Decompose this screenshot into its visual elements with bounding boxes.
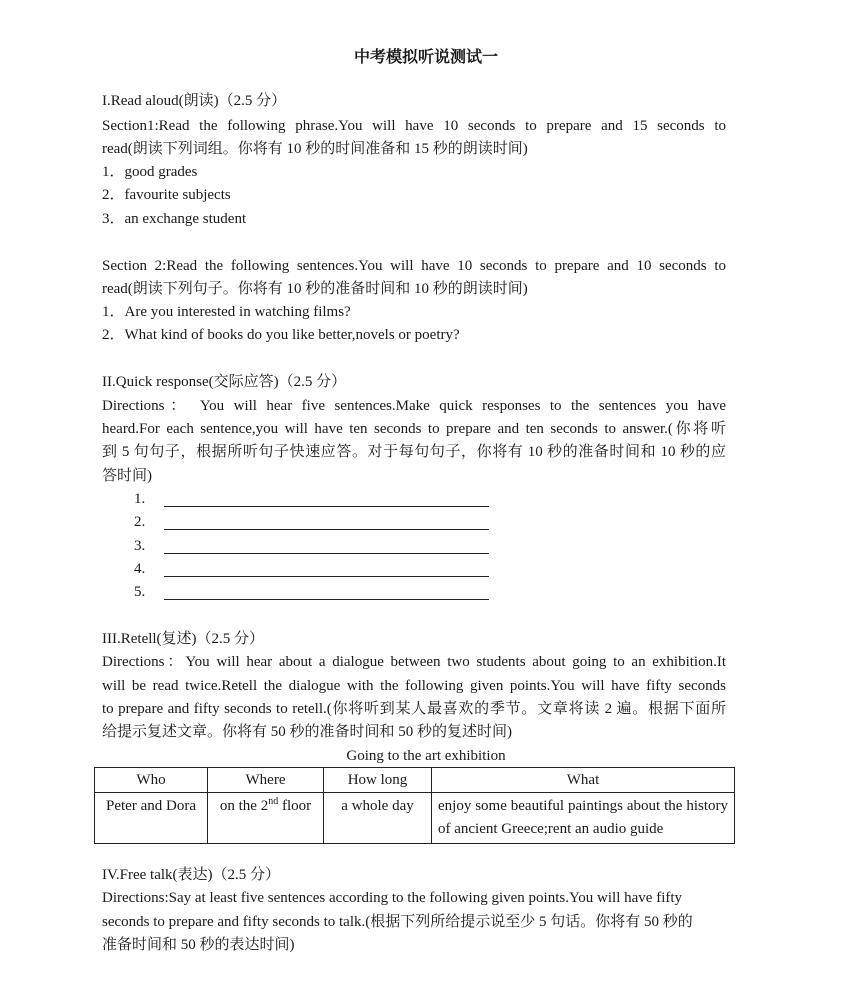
- part3-heading: III.Retell(复述)（2.5 分）: [102, 631, 265, 647]
- response-blank-line[interactable]: [164, 576, 489, 577]
- cell-where-suffix: floor: [278, 798, 312, 814]
- column-header: How long: [324, 768, 432, 793]
- response-number: 3.: [134, 538, 146, 554]
- response-blank-line[interactable]: [164, 506, 489, 507]
- cell-who: Peter and Dora: [95, 793, 208, 844]
- section1-instruction-line1: Section1:Read the following phrase.You will have 10 seconds to prepare and 15 seconds to: [102, 118, 726, 134]
- table-row: [95, 793, 735, 844]
- response-number: 5.: [134, 584, 146, 600]
- part2-directions-line: Directions： You will hear five sentences.Make quick responses to the sentences you have: [102, 398, 726, 414]
- section1-instruction-line2: read(朗读下列词组。你将有 10 秒的时间准备和 15 秒的朗读时间): [102, 141, 528, 157]
- column-header: Where: [208, 768, 324, 793]
- table-caption: Going to the art exhibition: [346, 748, 506, 764]
- phrase-item: 2．favourite subjects: [102, 187, 231, 203]
- response-blank-line[interactable]: [164, 529, 489, 530]
- column-header: What: [432, 768, 735, 793]
- response-number: 1.: [134, 491, 146, 507]
- column-header: Who: [95, 768, 208, 793]
- response-blank-line[interactable]: [164, 553, 489, 554]
- response-number: 2.: [134, 514, 146, 530]
- cell-where: [208, 793, 324, 844]
- response-blank-line[interactable]: [164, 599, 489, 600]
- ordinal-suffix: nd: [268, 796, 279, 807]
- part3-directions-line: 给提示复述文章。你将有 50 秒的准备时间和 50 秒的复述时间): [102, 724, 512, 740]
- section2-instruction-line1: Section 2:Read the following sentences.You will have 10 seconds to prepare and 10 seconds to: [102, 258, 726, 274]
- part3-directions-line: Directions：You will hear about a dialogue between two students about going to an exhibition.It: [102, 654, 726, 670]
- part4-heading: IV.Free talk(表达)（2.5 分）: [102, 867, 281, 883]
- part2-heading: II.Quick response(交际应答)（2.5 分）: [102, 374, 347, 390]
- page-title: 中考模拟听说测试一: [353, 49, 498, 66]
- part3-directions-line: to prepare and fifty seconds to retell.(你将听到某人最喜欢的季节。文章将读 2 遍。根据下面所: [102, 701, 726, 717]
- sentence-item: 1．Are you interested in watching films?: [102, 304, 351, 320]
- part4-directions-line: 准备时间和 50 秒的表达时间): [102, 937, 295, 953]
- part4-directions-line: seconds to prepare and fifty seconds to talk.(根据下列所给提示说至少 5 句话。你将有 50 秒的: [102, 914, 693, 930]
- table-header-row: [95, 768, 735, 793]
- part3-directions-line: will be read twice.Retell the dialogue with the following given points.You will have fifty seconds: [102, 678, 726, 694]
- cell-where-text: on the 2: [219, 798, 269, 814]
- response-number: 4.: [134, 561, 146, 577]
- part4-directions-line: Directions:Say at least five sentences according to the following given points.You will have fifty: [102, 890, 683, 906]
- sentence-item: 2．What kind of books do you like better,novels or poetry?: [102, 327, 460, 343]
- phrase-item: 3．an exchange student: [102, 211, 247, 227]
- part2-directions-line: heard.For each sentence,you will have ten seconds to prepare and ten seconds to answer.(你将听: [102, 421, 726, 437]
- part1-heading: I.Read aloud(朗读)（2.5 分）: [102, 93, 287, 109]
- section2-instruction-line2: read(朗读下列句子。你将有 10 秒的准备时间和 10 秒的朗读时间): [102, 281, 528, 297]
- phrase-item: 1．good grades: [102, 164, 198, 180]
- part2-directions-line: 到 5 句句子，根据所听句子快速应答。对于每句句子，你将有 10 秒的准备时间和 10 秒的应: [102, 444, 726, 460]
- cell-what: enjoy some beautiful paintings about the history of ancient Greece;rent an audio guide: [432, 793, 735, 844]
- exhibition-table: [94, 767, 735, 844]
- part2-directions-line: 答时间): [102, 468, 152, 484]
- cell-how-long: a whole day: [324, 793, 432, 844]
